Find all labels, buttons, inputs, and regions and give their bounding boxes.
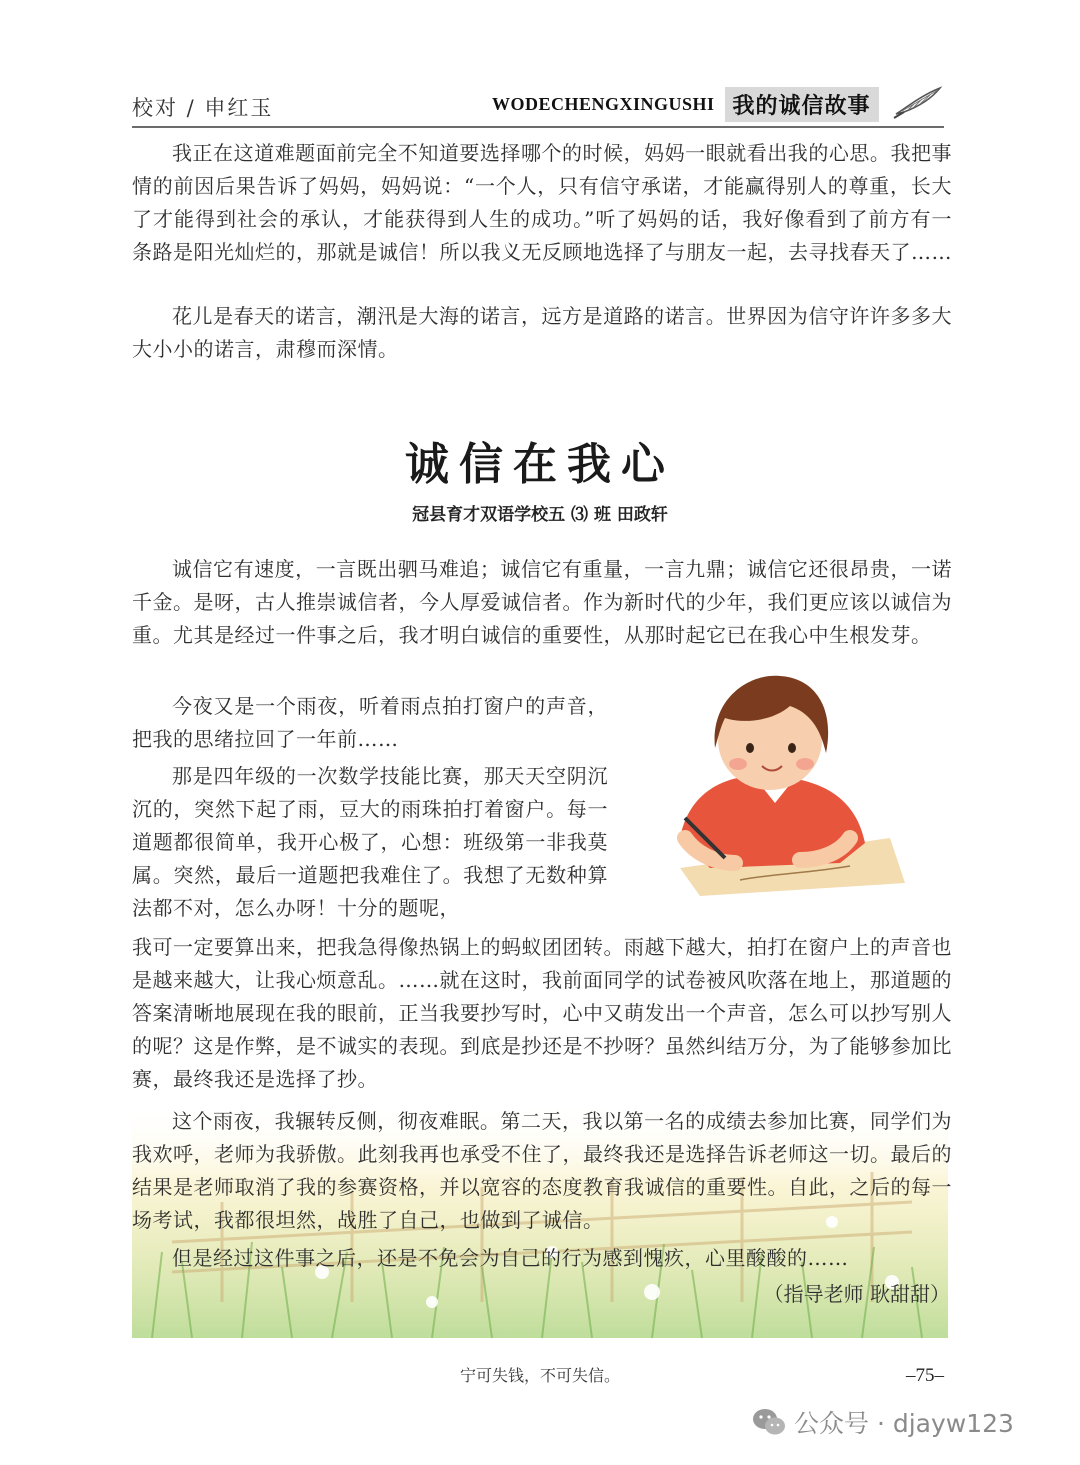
article-paragraph-1: 诚信它有速度，一言既出驷马难追；诚信它有重量，一言九鼎；诚信它还很昂贵，一诺千金。是呀，古人推崇诚信者，今人厚爱诚信者。作为新时代的少年，我们更应该以诚信为重。尤其是经过一件事之后，我才明白诚信的重要性，从那时起它已在我心中生根发芽。	[132, 557, 952, 647]
article-paragraph-3-continued: 我可一定要算出来，把我急得像热锅上的蚂蚁团团转。雨越下越大，拍打在窗户上的声音也是越来越大，让我心烦意乱。……就在这时，我前面同学的试卷被风吹落在地上，那道题的答案清晰地展现在我的眼前，正当我要抄写时，心中又萌发出一个声音，怎么可以抄写别人的呢？这是作弊，是不诚实的表现。到底是抄还是不抄呀？虽然纠结万分，为了能够参加比赛，最终我还是选择了抄。	[132, 935, 952, 1091]
wechat-icon	[752, 1407, 786, 1437]
watermark-text: 公众号 · djayw123	[794, 1409, 1014, 1438]
wechat-watermark	[752, 1404, 1014, 1440]
article-title: 诚信在我心	[405, 439, 675, 490]
quill-pen-icon	[892, 84, 944, 120]
article-byline: 冠县育才双语学校五 ⑶ 班 田政轩	[412, 505, 668, 525]
column-title: 我的诚信故事	[725, 87, 879, 122]
guiding-teacher: （指导老师 耿甜甜）	[763, 1282, 950, 1306]
header-divider	[132, 126, 944, 128]
proofreader-credit: 校对 / 申红玉	[132, 96, 274, 120]
article-paragraph-4: 这个雨夜，我辗转反侧，彻夜难眠。第二天，我以第一名的成绩去参加比赛，同学们为我欢呼，老师为我骄傲。此刻我再也承受不住了，最终我还是选择告诉老师这一切。最后的结果是老师取消了我的参赛资格，并以宽容的态度教育我诚信的重要性。自此，之后的每一场考试，我都很坦然，战胜了自己，也做到了诚信。	[132, 1109, 952, 1232]
article-paragraph-3: 那是四年级的一次数学技能比赛，那天天空阴沉沉的，突然下起了雨，豆大的雨珠拍打着窗户。每一道题都很简单，我开心极了，心想：班级第一非我莫属。突然，最后一道题把我难住了。我想了无数种算法都不对，怎么办呀！十分的题呢，	[132, 764, 608, 920]
footer-motto: 宁可失钱，不可失信。	[459, 1366, 620, 1385]
continued-paragraph-2: 花儿是春天的诺言，潮汛是大海的诺言，远方是道路的诺言。世界因为信守许许多多大大小小的诺言，肃穆而深情。	[132, 304, 952, 361]
page-number: –75–	[906, 1365, 944, 1386]
article-paragraph-2: 今夜又是一个雨夜，听着雨点拍打窗户的声音，把我的思绪拉回了一年前……	[132, 694, 608, 751]
article-paragraph-5: 但是经过这件事之后，还是不免会为自己的行为感到愧疚，心里酸酸的……	[172, 1246, 849, 1270]
column-pinyin: WODECHENGXINGUSHI	[492, 93, 715, 114]
continued-paragraph-1: 我正在这道难题面前完全不知道要选择哪个的时候，妈妈一眼就看出我的心思。我把事情的前因后果告诉了妈妈，妈妈说：“一个人，只有信守承诺，才能赢得别人的尊重，长大了才能得到社会的承认，才能获得到人生的成功。”听了妈妈的话，我好像看到了前方有一条路是阳光灿烂的，那就是诚信！所以我义无反顾地选择了与朋友一起，去寻找春天了……	[132, 141, 952, 264]
girl-writing-illustration	[640, 668, 910, 898]
column-header	[492, 88, 879, 120]
